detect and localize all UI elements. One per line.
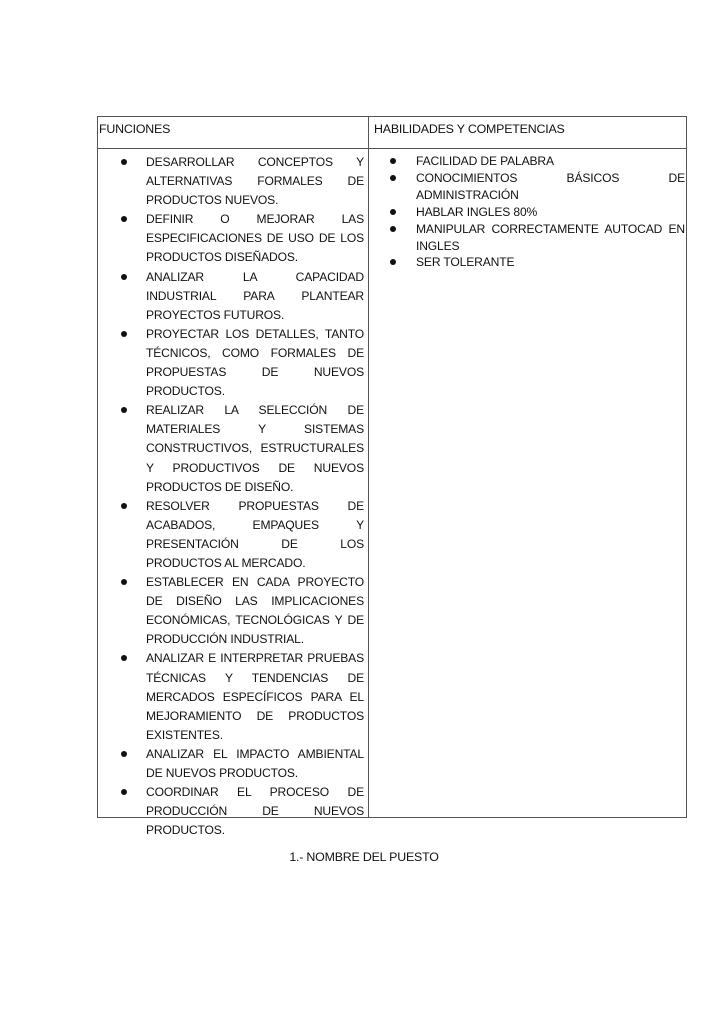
list-item: FACILIDAD DE PALABRA (389, 153, 685, 170)
list-item: DESARROLLAR CONCEPTOS Y ALTERNATIVAS FORMALES DE PRODUCTOS NUEVOS. (118, 153, 364, 210)
funciones-list (118, 153, 364, 840)
bullet-icon (390, 226, 396, 232)
bullet-icon (121, 216, 127, 222)
list-item: RESOLVER PROPUESTAS DE ACABADOS, EMPAQUES Y PRESENTACIÓN DE LOS PRODUCTOS AL MERCADO. (118, 497, 364, 573)
bullet-icon (390, 259, 396, 265)
list-item: HABLAR INGLES 80% (389, 204, 685, 221)
bullet-icon (121, 503, 127, 509)
bullet-icon (121, 331, 127, 337)
bullet-icon (390, 175, 396, 181)
list-item: ANALIZAR E INTERPRETAR PRUEBAS TÉCNICAS Y TENDENCIAS DE MERCADOS ESPECÍFICOS PARA EL MEJORAMIENTO DE PRODUCTOS EXISTENTES. (118, 649, 364, 744)
bullet-icon (390, 158, 396, 164)
column-divider (368, 117, 369, 817)
list-item: ANALIZAR LA CAPACIDAD INDUSTRIAL PARA PLANTEAR PROYECTOS FUTUROS. (118, 268, 364, 325)
list-item: ANALIZAR EL IMPACTO AMBIENTAL DE NUEVOS PRODUCTOS. (118, 745, 364, 783)
bullet-icon (390, 209, 396, 215)
list-item: DEFINIR O MEJORAR LAS ESPECIFICACIONES DE USO DE LOS PRODUCTOS DISEÑADOS. (118, 210, 364, 267)
list-item: CONOCIMIENTOS BÁSICOS DE ADMINISTRACIÓN (389, 170, 685, 204)
header-divider (98, 148, 686, 149)
bullet-icon (121, 159, 127, 165)
bullet-icon (121, 789, 127, 795)
bullet-icon (121, 751, 127, 757)
header-funciones: FUNCIONES (99, 122, 171, 136)
list-item: ESTABLECER EN CADA PROYECTO DE DISEÑO LAS IMPLICACIONES ECONÓMICAS, TECNOLÓGICAS Y DE PRODUCCIÓN INDUSTRIAL. (118, 573, 364, 649)
bullet-icon (121, 655, 127, 661)
bullet-icon (121, 274, 127, 280)
list-item: COORDINAR EL PROCESO DE PRODUCCIÓN DE NUEVOS PRODUCTOS. (118, 783, 364, 840)
list-item: REALIZAR LA SELECCIÓN DE MATERIALES Y SISTEMAS CONSTRUCTIVOS, ESTRUCTURALES Y PRODUCTIVOS DE NUEVOS PRODUCTOS DE DISEÑO. (118, 401, 364, 496)
bullet-icon (121, 407, 127, 413)
list-item: PROYECTAR LOS DETALLES, TANTO TÉCNICOS, COMO FORMALES DE PROPUESTAS DE NUEVOS PRODUCTOS. (118, 325, 364, 401)
habilidades-list (389, 153, 685, 271)
bullet-icon (121, 579, 127, 585)
header-habilidades: HABILIDADES Y COMPETENCIAS (374, 122, 565, 136)
list-item: MANIPULAR CORRECTAMENTE AUTOCAD EN INGLES (389, 221, 685, 255)
section-heading: 1.- NOMBRE DEL PUESTO (289, 850, 439, 864)
list-item: SER TOLERANTE (389, 254, 685, 271)
functions-skills-table (97, 116, 687, 838)
